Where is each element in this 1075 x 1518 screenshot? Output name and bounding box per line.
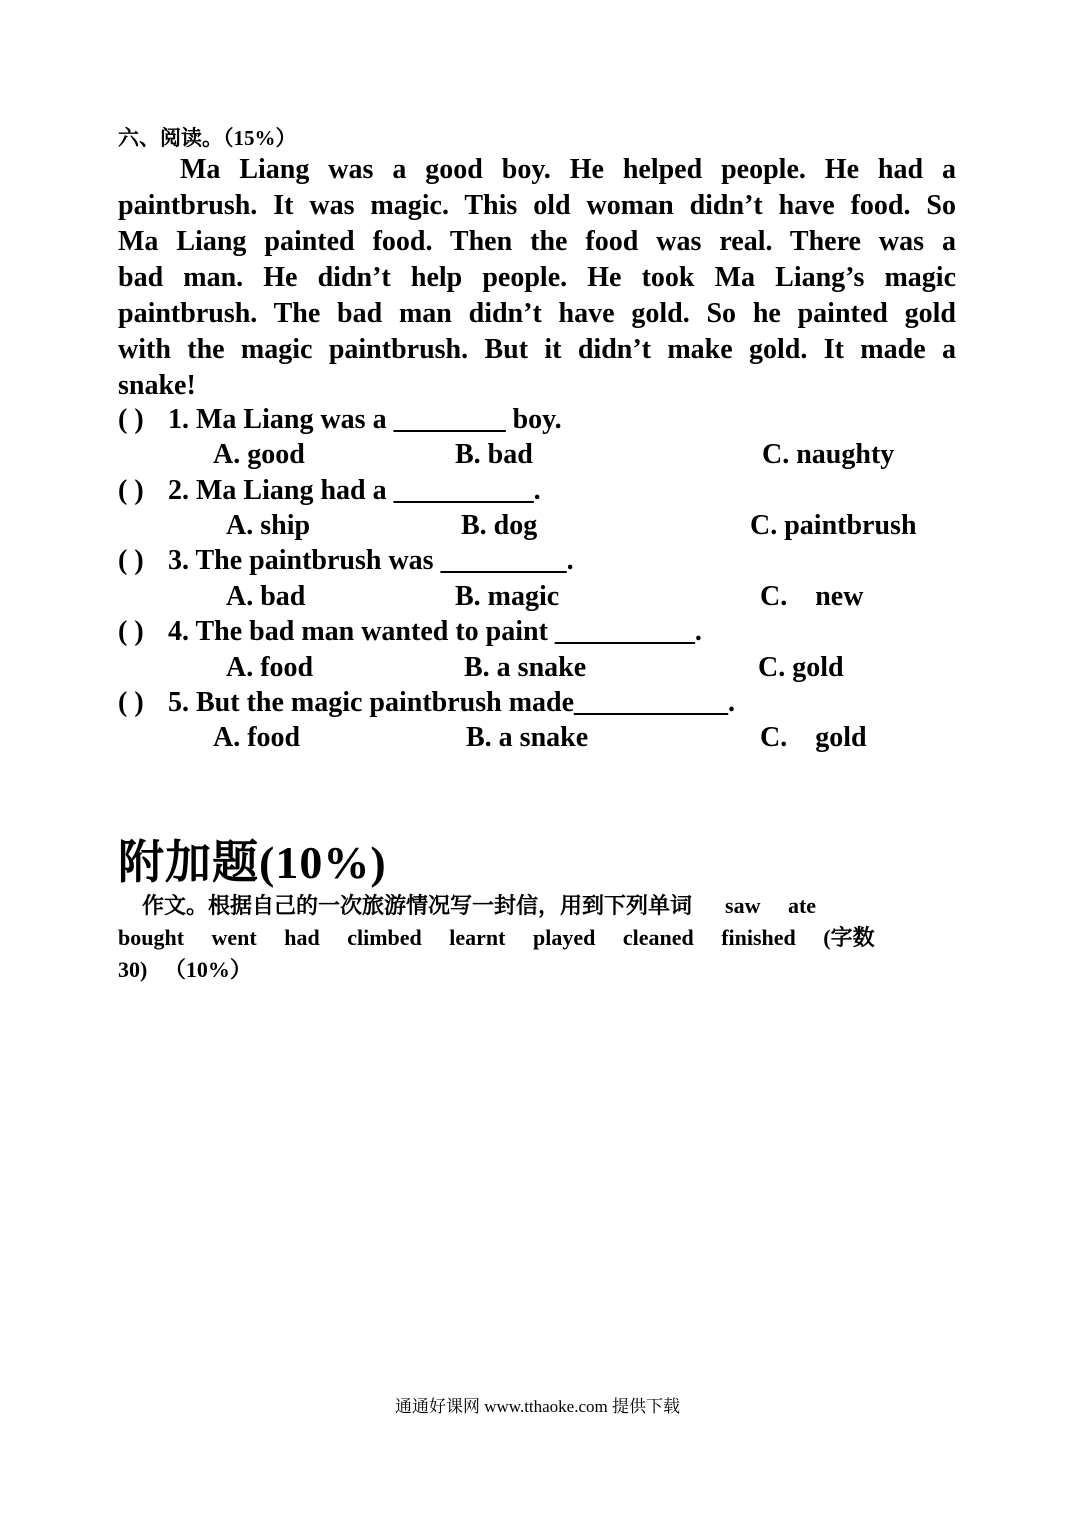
answer-blank[interactable]: ( ) xyxy=(118,404,144,435)
passage-line: with the magic paintbrush. But it didn’t make gold. It made a xyxy=(118,334,956,365)
option-a: A. food xyxy=(213,722,301,753)
option-c: C. gold xyxy=(760,722,867,753)
passage-line: Ma Liang painted food. Then the food was real. There was a xyxy=(118,226,956,257)
reading-passage xyxy=(118,152,956,404)
passage-line: paintbrush. It was magic. This old woman didn’t have food. So xyxy=(118,190,956,221)
question-3 xyxy=(118,545,574,577)
question-text: 3. The paintbrush was _________. xyxy=(168,545,574,576)
option-b: B. dog xyxy=(461,510,538,541)
section-heading: 六、阅读。（15%） xyxy=(118,126,297,150)
essay-instructions xyxy=(118,890,956,986)
option-a: A. food xyxy=(226,652,314,683)
option-c: C. naughty xyxy=(762,439,895,470)
question-text: 4. The bad man wanted to paint __________. xyxy=(168,616,702,647)
essay-line: 作文。根据自己的一次旅游情况写一封信，用到下列单词 saw ate xyxy=(142,893,817,918)
passage-line: snake! xyxy=(118,370,196,401)
question-text: 1. Ma Liang was a ________ boy. xyxy=(168,404,562,435)
question-text: 2. Ma Liang had a __________. xyxy=(168,475,541,506)
answer-blank[interactable]: ( ) xyxy=(118,475,144,506)
option-b: B. bad xyxy=(455,439,533,470)
extra-section-title: 附加题(10%) xyxy=(118,837,387,888)
option-a: A. good xyxy=(213,439,305,470)
option-c: C. gold xyxy=(758,652,844,683)
option-a: A. bad xyxy=(226,581,306,612)
passage-line: Ma Liang was a good boy. He helped people. He had a xyxy=(180,154,956,185)
option-b: B. magic xyxy=(455,581,560,612)
essay-line: 30) （10%） xyxy=(118,957,252,982)
option-c: C. paintbrush xyxy=(750,510,917,541)
passage-line: paintbrush. The bad man didn’t have gold. So he painted gold xyxy=(118,298,956,329)
question-2 xyxy=(118,475,541,507)
answer-blank[interactable]: ( ) xyxy=(118,687,144,718)
passage-line: bad man. He didn’t help people. He took Ma Liang’s magic xyxy=(118,262,956,293)
essay-line: bought went had climbed learnt played cleaned finished (字数 xyxy=(118,925,875,950)
question-text: 5. But the magic paintbrush made___________. xyxy=(168,687,736,718)
question-4 xyxy=(118,616,702,648)
option-b: B. a snake xyxy=(464,652,587,683)
option-b: B. a snake xyxy=(466,722,589,753)
question-5 xyxy=(118,687,735,719)
answer-blank[interactable]: ( ) xyxy=(118,616,144,647)
footer-text: 通通好课网 www.tthaoke.com 提供下载 xyxy=(394,1397,681,1416)
question-1 xyxy=(118,404,562,436)
option-a: A. ship xyxy=(226,510,311,541)
option-c: C. new xyxy=(760,581,864,612)
answer-blank[interactable]: ( ) xyxy=(118,545,144,576)
